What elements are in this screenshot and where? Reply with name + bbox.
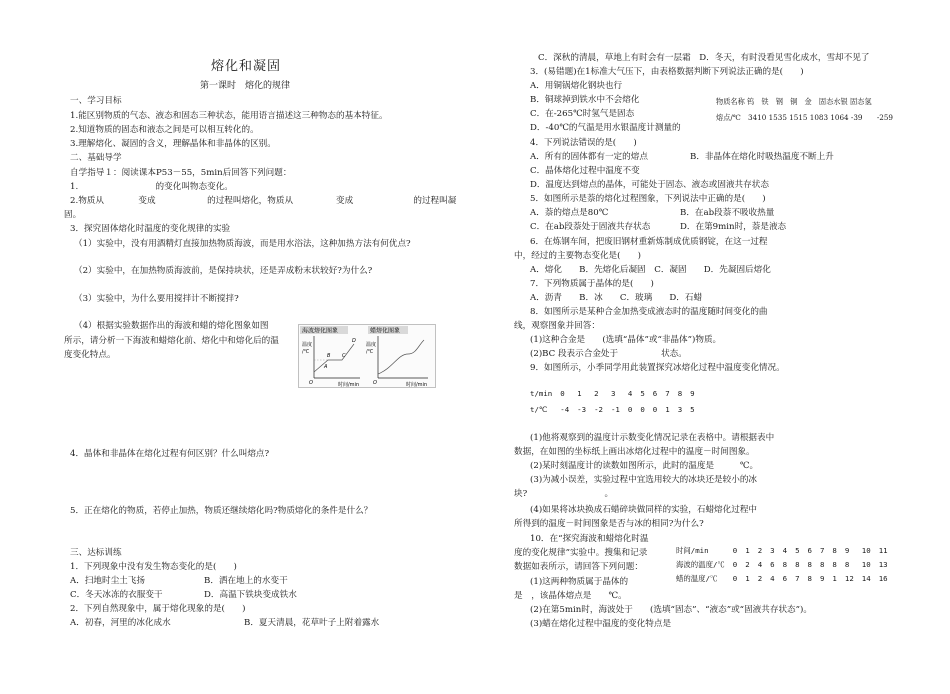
table-row: [526, 405, 699, 415]
table-cell: 8: [807, 574, 812, 584]
table-cell: 2: [745, 560, 750, 570]
question-text: 所得到的温度－时间图象是否与冰的相同?为什么?: [514, 519, 704, 529]
table-cell: 8: [832, 560, 837, 570]
table-cell: 8: [844, 560, 850, 570]
question-text: 4．下列说法错误的是( ): [530, 138, 637, 148]
table-cell: 0: [627, 404, 633, 414]
section-heading-practice: 三、达标训练: [70, 548, 122, 558]
option-text: A．沥青 B．冰 C．玻璃 D．石蜡: [530, 293, 703, 303]
table-cell: 8: [819, 560, 825, 570]
lesson-subtitle: 第一课时 熔化的规律: [200, 81, 291, 91]
table-cell: 4: [757, 560, 763, 570]
option-text: C．晶体熔化过程中温度不变: [530, 166, 640, 176]
table-cell: 8: [782, 560, 788, 570]
table-cell: 时间/min: [676, 546, 709, 555]
table-cell: 8: [807, 560, 812, 570]
question-text: 固。: [64, 210, 82, 220]
table-cell: 16: [878, 574, 888, 584]
question-text: 10．在“探究海波和蜡熔化时温: [530, 534, 649, 544]
table-row: [672, 572, 892, 586]
table-cell: 3: [677, 404, 683, 414]
table-cell: 5: [640, 389, 645, 398]
table-cell: 10: [861, 560, 871, 570]
table-cell: 2: [594, 389, 599, 398]
table-row: [672, 544, 892, 558]
y-axis-label: 温度: [366, 342, 377, 348]
x-axis-label: 时间/min: [406, 382, 428, 388]
question-text: 3．探究固体熔化时温度的变化规律的实验: [70, 224, 231, 234]
point-label: B: [327, 353, 331, 359]
question-text: 数据如表所示，请回答下列问题：: [514, 562, 643, 572]
table-row: [526, 389, 699, 399]
table-cell: 6: [782, 574, 788, 584]
question-text: 所示，请分析一下海波和蜡熔化前、熔化中和熔化后的温: [64, 336, 279, 346]
question-text: 是 ，该晶体熔点是 ℃。: [514, 591, 627, 601]
option-text: B．夏天清晨，花草叶子上附着露水: [244, 618, 380, 628]
question-text: 数据，在如图的坐标纸上画出冰熔化过程中的温度－时间图象。: [514, 447, 755, 457]
question-text: (2)在第5min时，海波处于 (选填“固态”、“液态”或“固液共存状态”)。: [530, 605, 812, 615]
table-cell: -2: [594, 404, 603, 414]
graph-title-wax: 蜡熔化图象: [370, 327, 401, 335]
guide-instruction: 自学指导１：阅读课本P53－55，5min后回答下列问题：: [70, 168, 292, 178]
table-cell: t/℃: [530, 404, 548, 414]
point-label: D: [352, 338, 356, 344]
option-text: A．扫地时尘土飞扬: [70, 576, 145, 586]
option-text: A．初春，河里的冰化成水: [70, 618, 171, 628]
question-text: 8．如图所示是某种合金加热变成液态时的温度随时间变化的曲: [530, 307, 768, 317]
question-text: (2)BC 段表示合金处于 状态。: [530, 349, 687, 359]
table-cell: 7: [795, 574, 800, 584]
question-text: （4）根据实验数据作出的海波和蜡的熔化图象如图: [74, 321, 269, 331]
question-text: 1．下列现象中没有发生物态变化的是( ): [70, 562, 237, 572]
table-cell: 6: [770, 560, 775, 570]
option-text: B．非晶体在熔化时吸热温度不断上升: [690, 152, 834, 162]
option-text: A．所有的固体都有一定的熔点: [530, 152, 648, 162]
goal-item: 1.能区别物质的气态、液态和固态三种状态，能用语言描述这三种物态的基本特征。: [70, 111, 388, 121]
question-text: 度的变化规律”实验中。搜集和记录: [514, 548, 648, 558]
question-text: 5．正在熔化的物质，若停止加热，物质还继续熔化吗?物质熔化的条件是什么？: [70, 506, 373, 516]
table-cell: 2: [757, 546, 763, 555]
origin-label: O: [373, 380, 377, 386]
table-cell: 海波的温度/℃: [676, 560, 725, 570]
option-text: B．在ab段萘不吸收热量: [680, 208, 775, 218]
option-text: A．用铜锅熔化钢块也行: [530, 81, 623, 91]
table-cell: 12: [844, 574, 854, 584]
table-cell: 0: [732, 574, 738, 584]
question-text: (4)如果将冰块换成石蜡碎块做同样的实验，石蜡熔化过程中: [530, 505, 758, 515]
table-cell: t/min: [530, 389, 553, 398]
option-text: A．萘的熔点是80℃: [530, 208, 609, 218]
table-row: [672, 558, 892, 572]
table-cell: 5: [690, 404, 695, 414]
option-text: A．熔化 B．先熔化后凝固 C．凝固 D．先凝固后熔化: [530, 265, 771, 275]
table-cell: 1: [665, 404, 670, 414]
option-text: C．在-265℃时氢气是固态: [530, 109, 635, 119]
table-cell: 4: [627, 389, 633, 398]
question-text: (1)这两种物质属于晶体的: [530, 577, 629, 587]
y-axis-unit: /℃: [366, 349, 374, 355]
table-cell: 1: [577, 389, 582, 398]
table-cell: 4: [782, 546, 788, 555]
table-cell: 5: [795, 546, 800, 555]
question-text: 中，经过的主要物态变化是( ): [514, 251, 642, 261]
table-cell: 2: [757, 574, 763, 584]
question-text: (1)这种合金是 (选填“晶体”或“非晶体”)物质。: [530, 335, 722, 345]
hypo-wax-temperature-table: [672, 544, 892, 586]
option-text: D．高温下铁块变成铁水: [204, 590, 297, 600]
question-text: (1)他将观察到的温度计示数变化情况记录在表格中。请根据表中: [530, 433, 775, 443]
table-cell: 8: [795, 560, 800, 570]
question-text: 2.物质从 变成 的过程叫熔化，物质从 变成 的过程叫凝: [70, 196, 457, 206]
table-cell: 6: [807, 546, 812, 555]
table-cell: 1: [745, 546, 750, 555]
table-cell: 0: [640, 404, 645, 414]
origin-label: O: [309, 380, 313, 386]
option-text: D．温度达到熔点的晶体，可能处于固态、液态或固液共存状态: [530, 180, 769, 190]
question-text: 2．下列自然现象中，属于熔化现象的是( ): [70, 604, 246, 614]
option-text: D．-40℃的气温是用水银温度计测量的: [530, 123, 681, 133]
option-text: C．在ab段萘处于固液共存状态: [530, 222, 651, 232]
table-cell: 13: [878, 560, 888, 570]
option-text: C．深秋的清晨，草地上有时会有一层霜 D．冬天，有时没看见雪化成水，雪却不见了: [538, 53, 870, 63]
table-cell: 0: [732, 560, 738, 570]
question-text: （2）实验中，在加热物质海波前，是保持块状，还是弄成粉末状较好?为什么?: [74, 266, 373, 276]
goal-item: 2.知道物质的固态和液态之间是可以相互转化的。: [70, 125, 259, 135]
table-cell: -3: [577, 404, 587, 414]
question-text: 度变化特点。: [64, 350, 116, 360]
question-text: 1. 的变化叫物态变化。: [70, 182, 233, 192]
question-text: (3)蜡在熔化过程中温度的变化特点是: [530, 619, 672, 629]
question-text: 线，观察图象并回答：: [514, 321, 600, 331]
question-text: (3)为减小误差，实验过程中宜选用较大的冰块还是较小的冰: [530, 475, 758, 485]
point-label: C: [342, 353, 346, 359]
question-text: 9．如图所示，小季同学用此装置探究冰熔化过程中温度变化情况。: [530, 363, 785, 373]
option-text: D．在第9min时，萘是液态: [680, 222, 787, 232]
question-text: 3．(易错题)在1标准大气压下，由表格数据判断下列说法正确的是( ): [530, 67, 804, 77]
table-cell: 蜡的温度/℃: [676, 574, 718, 584]
table-cell: 7: [819, 546, 825, 555]
table-cell: 9: [844, 546, 850, 555]
table-cell: 8: [832, 546, 837, 555]
melting-graph-figure: [298, 324, 436, 388]
table-cell: 10: [861, 546, 871, 555]
table-cell: 0: [732, 546, 738, 555]
table-cell: -4: [560, 404, 570, 414]
table-cell: 11: [878, 546, 888, 555]
table-cell: 4: [770, 574, 775, 584]
table-cell: 0: [560, 389, 565, 398]
table-cell: 7: [665, 389, 670, 398]
option-text: B．洒在地上的水变干: [204, 576, 288, 586]
question-text: （1）实验中，没有用酒精灯直接加热物质海波，而是用水浴法，这种加热方法有何优点?: [74, 239, 411, 249]
option-text: C．冬天冰冻的衣服变干: [70, 590, 163, 600]
question-text: (2)某时刻温度计的读数如图所示，此时的温度是 ℃。: [530, 461, 759, 471]
table-cell: 3: [610, 389, 616, 398]
ice-temperature-table: [526, 389, 699, 415]
y-axis-label: 温度: [302, 342, 313, 348]
table-cell: 1: [832, 574, 837, 584]
x-axis-label: 时间/min: [338, 382, 360, 388]
melting-point-table-header: 物质名称 钨 铁 钢 铜 金 固态水银 固态氢: [716, 97, 872, 106]
section-heading-guide: 二、基础导学: [70, 153, 122, 163]
table-cell: 0: [652, 404, 658, 414]
question-text: 块? 。: [514, 489, 614, 499]
table-cell: 14: [861, 574, 871, 584]
table-cell: 1: [745, 574, 750, 584]
section-heading-goals: 一、学习目标: [70, 96, 122, 106]
table-cell: 9: [690, 389, 695, 398]
goal-item: 3.理解熔化、凝固的含义，理解晶体和非晶体的区别。: [70, 139, 276, 149]
y-axis-unit: /℃: [302, 349, 310, 355]
option-text: B．铜球掉到铁水中不会熔化: [530, 95, 640, 105]
point-label: A: [324, 364, 328, 370]
table-cell: 3: [770, 546, 775, 555]
table-cell: -1: [610, 404, 620, 414]
table-cell: 9: [819, 574, 825, 584]
question-text: 5．如图所示是萘的熔化过程图象，下列说法中正确的是( ): [530, 194, 766, 204]
graph-title-hypo: 海波熔化图象: [302, 327, 339, 335]
table-cell: 8: [677, 389, 683, 398]
question-text: 7．下列物质属于晶体的是( ): [530, 279, 654, 289]
worksheet-title: 熔化和凝固: [211, 59, 282, 74]
table-cell: 6: [652, 389, 658, 398]
question-text: （3）实验中，为什么要用搅拌计不断搅拌?: [74, 294, 239, 304]
melting-point-table-row: 熔点/℃ 3410 1535 1515 1083 1064 -39 -259: [716, 113, 894, 122]
question-text: 4．晶体和非晶体在熔化过程有何区别？什么叫熔点?: [70, 449, 270, 459]
question-text: 6．在炼钢车间，把废旧钢材重新炼制成优质钢锭，在这一过程: [530, 237, 768, 247]
